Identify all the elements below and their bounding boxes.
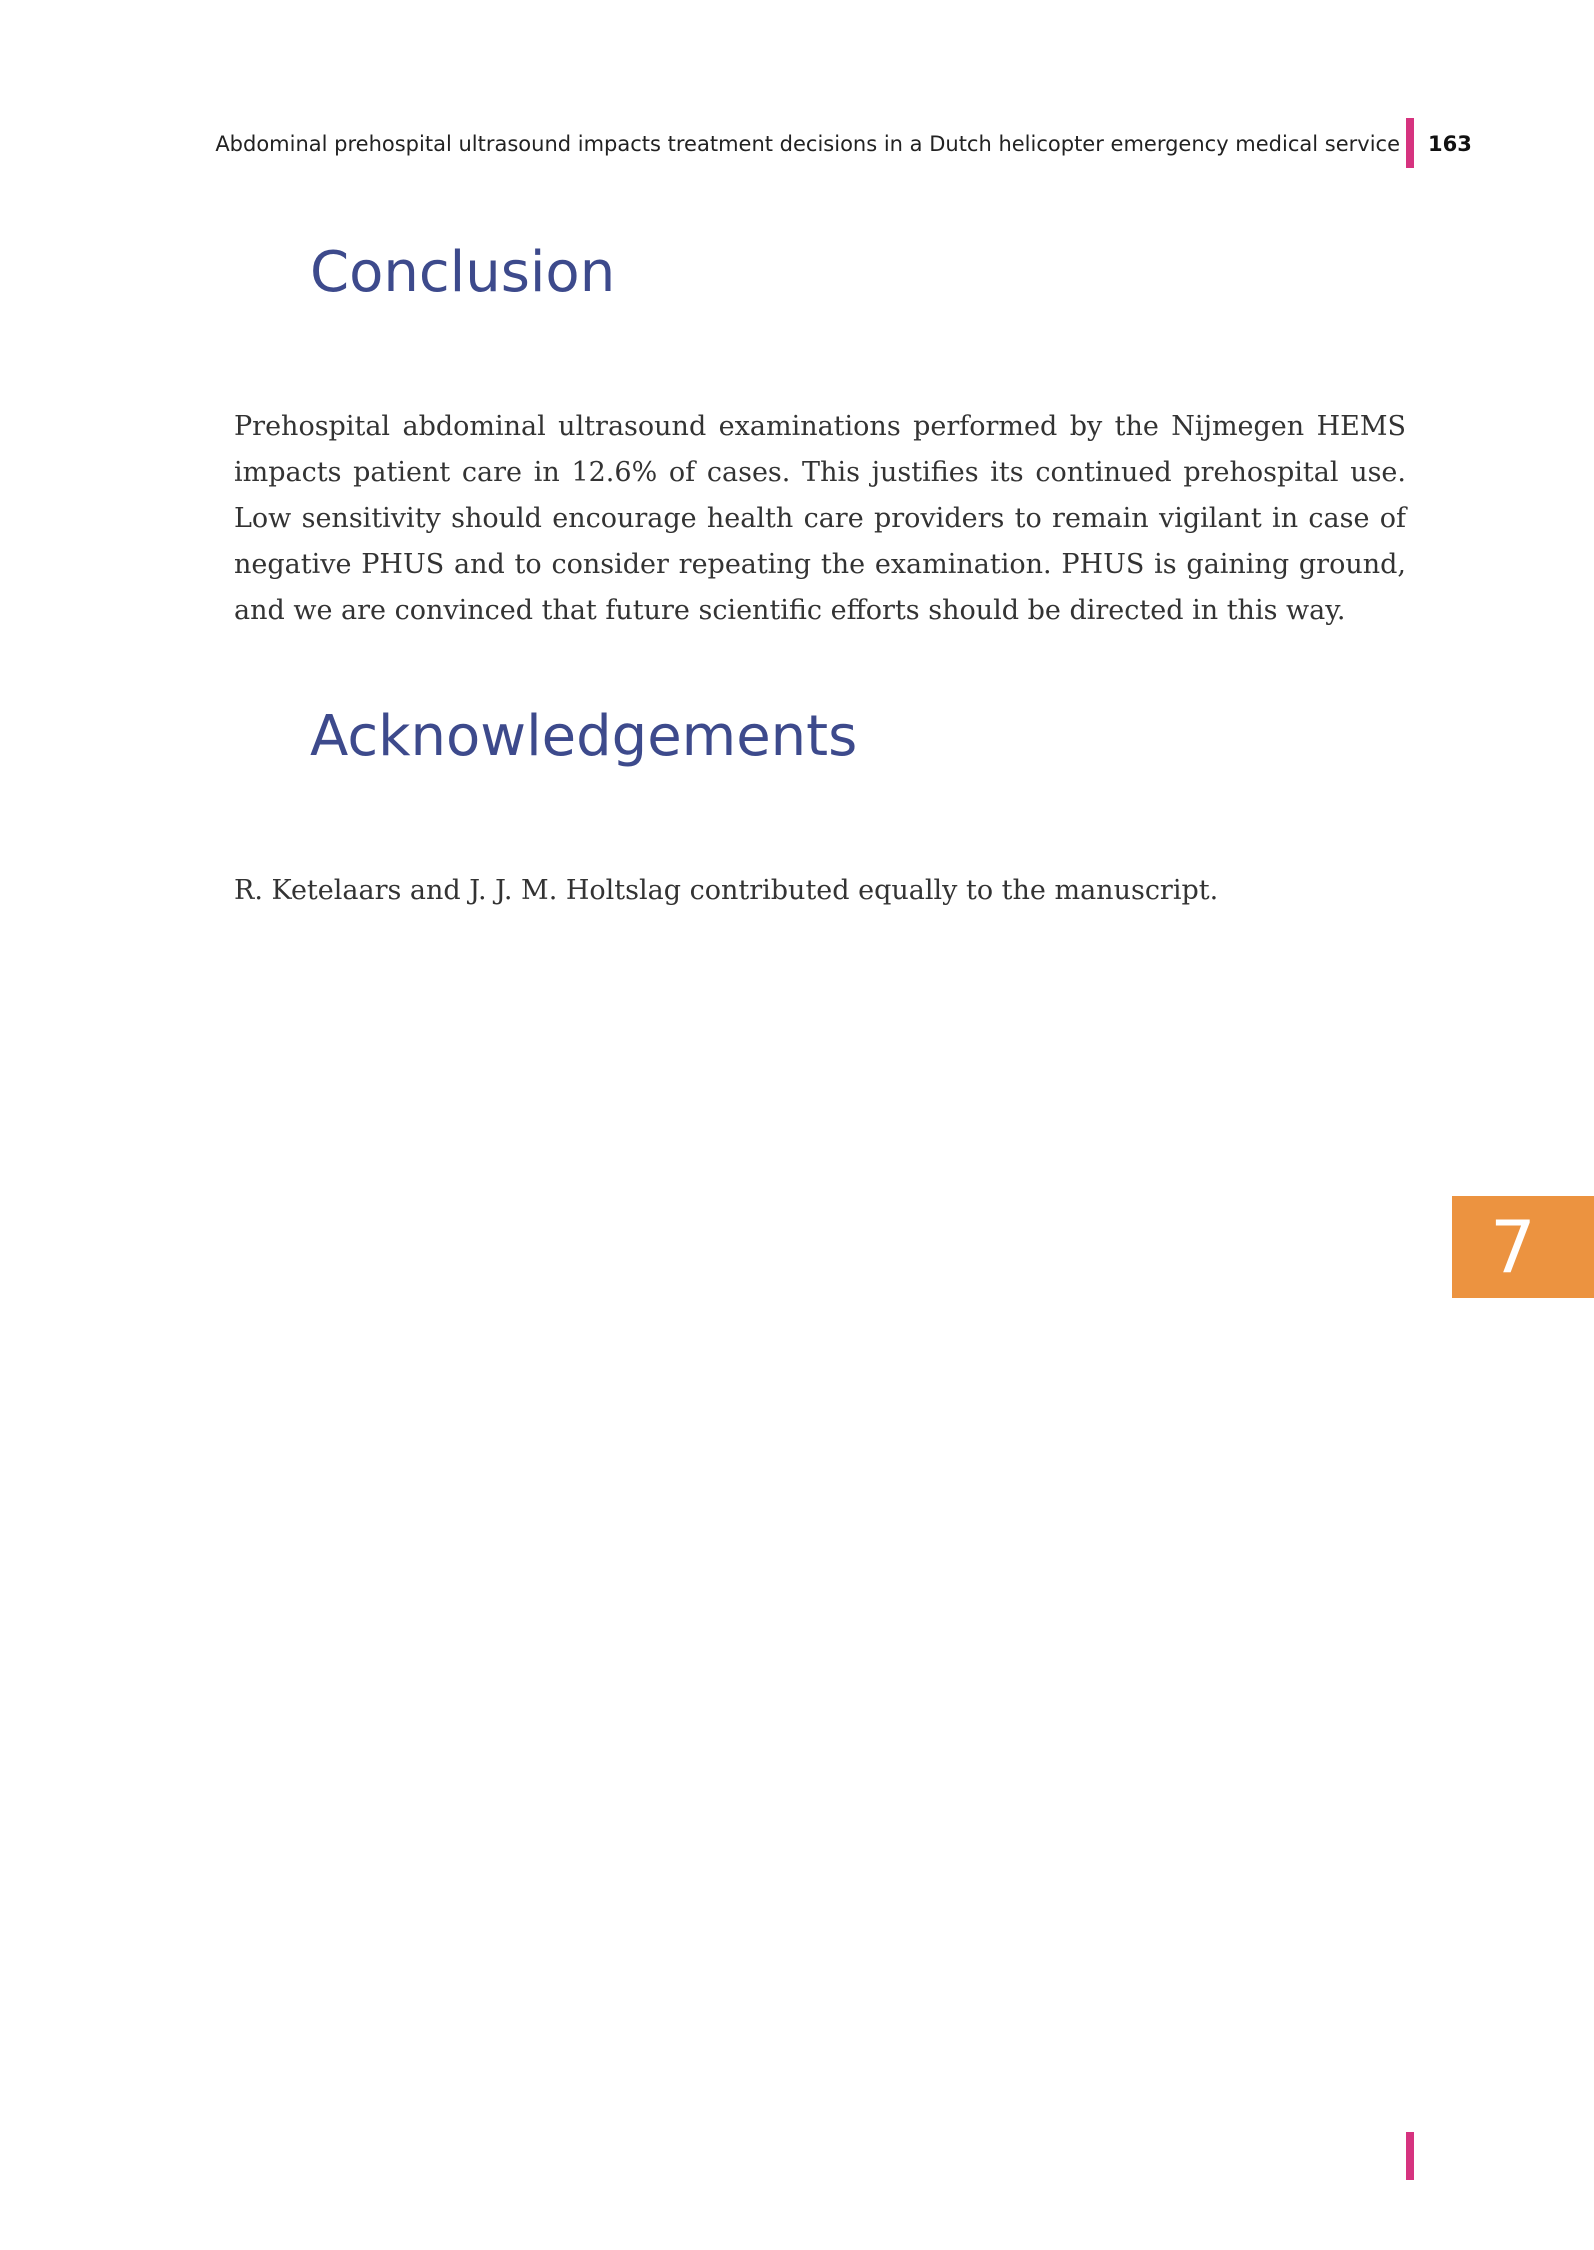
footer-accent-bar: [1406, 2132, 1414, 2180]
chapter-number: 7: [1490, 1205, 1536, 1289]
conclusion-heading: Conclusion: [310, 240, 616, 305]
acknowledgements-heading: Acknowledgements: [310, 704, 858, 769]
running-title: Abdominal prehospital ultrasound impacts treatment decisions in a Dutch helicopter emergency medical service: [215, 132, 1400, 156]
chapter-tab: [1452, 1196, 1594, 1298]
acknowledgements-paragraph: R. Ketelaars and J. J. M. Holtslag contributed equally to the manuscript.: [234, 875, 1219, 906]
conclusion-paragraph: Prehospital abdominal ultrasound examinations performed by the Nijmegen HEMS impacts patient care in 12.6% of cases. This justifies its continued prehospital use. Low sensitivity should encourage health care providers to remain vigilant in case of negative PHUS and to consider repeating the examination. PHUS is gaining ground, and we are convinced that future scientific efforts should be directed in this way.: [234, 411, 1406, 626]
running-header: [150, 128, 1400, 168]
header-accent-bar: [1406, 118, 1414, 168]
page-number: 163: [1428, 132, 1472, 156]
